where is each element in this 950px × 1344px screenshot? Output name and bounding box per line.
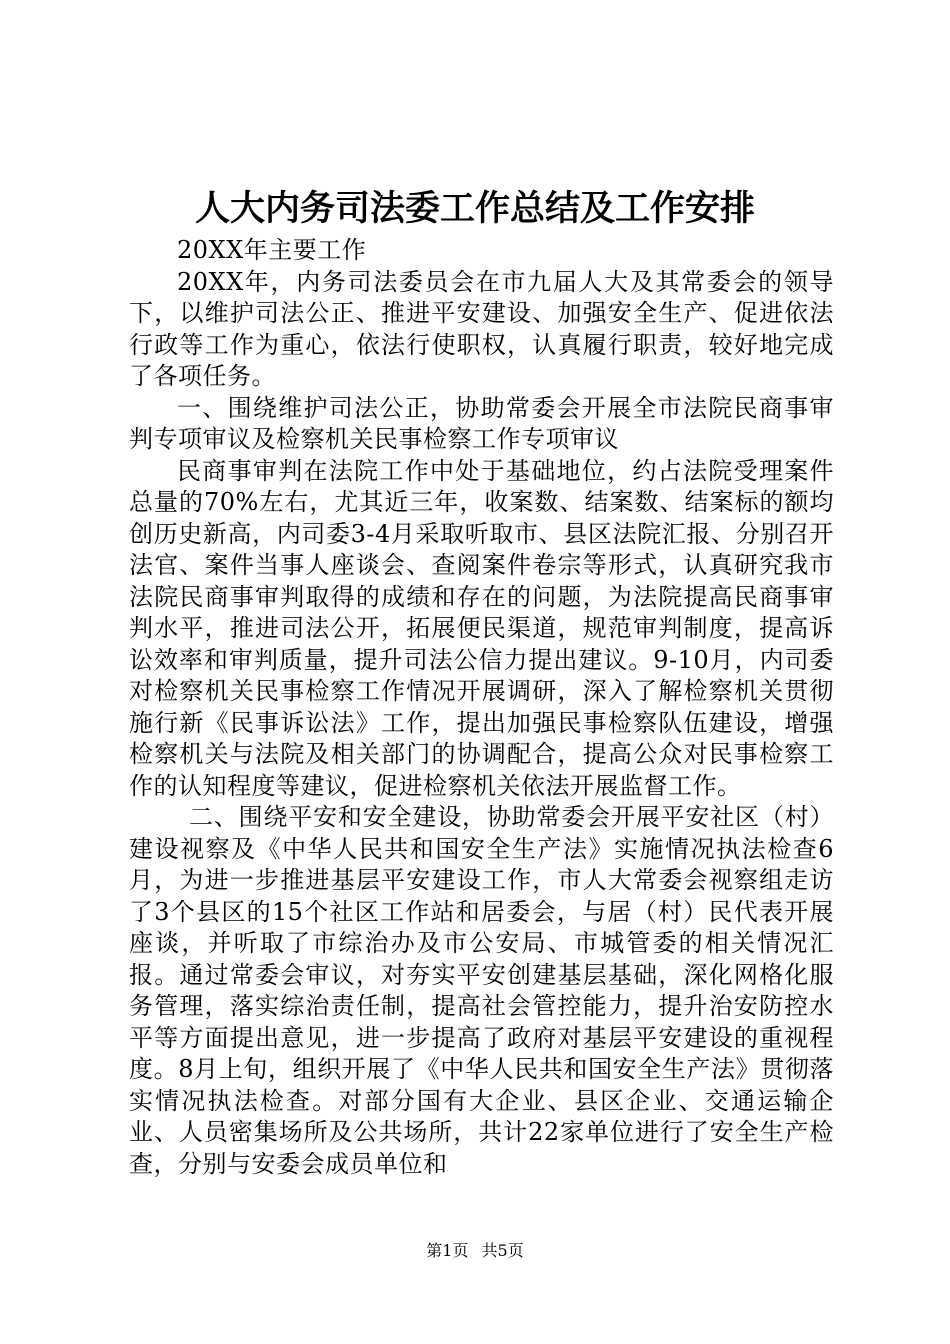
safety-construction-paragraph: 二、围绕平安和安全建设，协助常委会开展平安社区（村）建设视察及《中华人民共和国安全生产法》实施情况执法检查6月，为进一步推进基层平安建设工作，市人大常委会视察组走访了3个县区的15个社区工作站和居委会，与居（村）民代表开展座谈，并听取了市综治办及市公安局、市城管委的相关情况汇报。通过常委会审议，对夯实平安创建基层基础，深化网格化服务管理，落实综治责任制，提高社会管控能力，提升治安防控水平等方面提出意见，进一步提高了政府对基层平安建设的重视程度。8月上旬，组织开展了《中华人民共和国安全生产法》贯彻落实情况执法检查。对部分国有大企业、县区企业、交通运输企业、人员密集场所及公共场所，共计22家单位进行了安全生产检查，分别与安委会成员单位和 bbox=[129, 803, 834, 1178]
page-number: 第1页 bbox=[426, 1241, 469, 1260]
section-heading-main-work: 20XX年主要工作 bbox=[177, 236, 367, 264]
page-total: 共5页 bbox=[481, 1241, 524, 1260]
document-body bbox=[129, 235, 834, 1180]
civil-commercial-trial-paragraph: 民商事审判在法院工作中处于基础地位，约占法院受理案件总量的70%左右，尤其近三年，收案数、结案数、结案标的额均创历史新高，内司委3-4月采取听取市、县区法院汇报、分别召开法官、案件当事人座谈会、查阅案件卷宗等形式，认真研究我市法院民商事审判取得的成绩和存在的问题，为法院提高民商事审判水平，推进司法公开，拓展便民渠道，规范审判制度，提高诉讼效率和审判质量，提升司法公信力提出建议。9-10月，内司委对检察机关民事检察工作情况开展调研，深入了解检察机关贯彻施行新《民事诉讼法》工作，提出加强民事检察队伍建设，增强检察机关与法院及相关部门的协调配合，提高公众对民事检察工作的认知程度等建议，促进检察机关依法开展监督工作。 bbox=[129, 456, 834, 800]
section-heading-judicial-justice: 一、围绕维护司法公正，协助常委会开展全市法院民商事审判专项审议及检察机关民事检察工作专项审议 bbox=[129, 393, 834, 453]
document-title: 人大内务司法委工作总结及工作安排 bbox=[194, 188, 755, 229]
intro-paragraph: 20XX年，内务司法委员会在市九届人大及其常委会的领导下，以维护司法公正、推进平安建设、加强安全生产、促进依法行政等工作为重心，依法行使职权，认真履行职责，较好地完成了各项任务。 bbox=[129, 267, 834, 390]
page-footer bbox=[0, 1240, 950, 1262]
